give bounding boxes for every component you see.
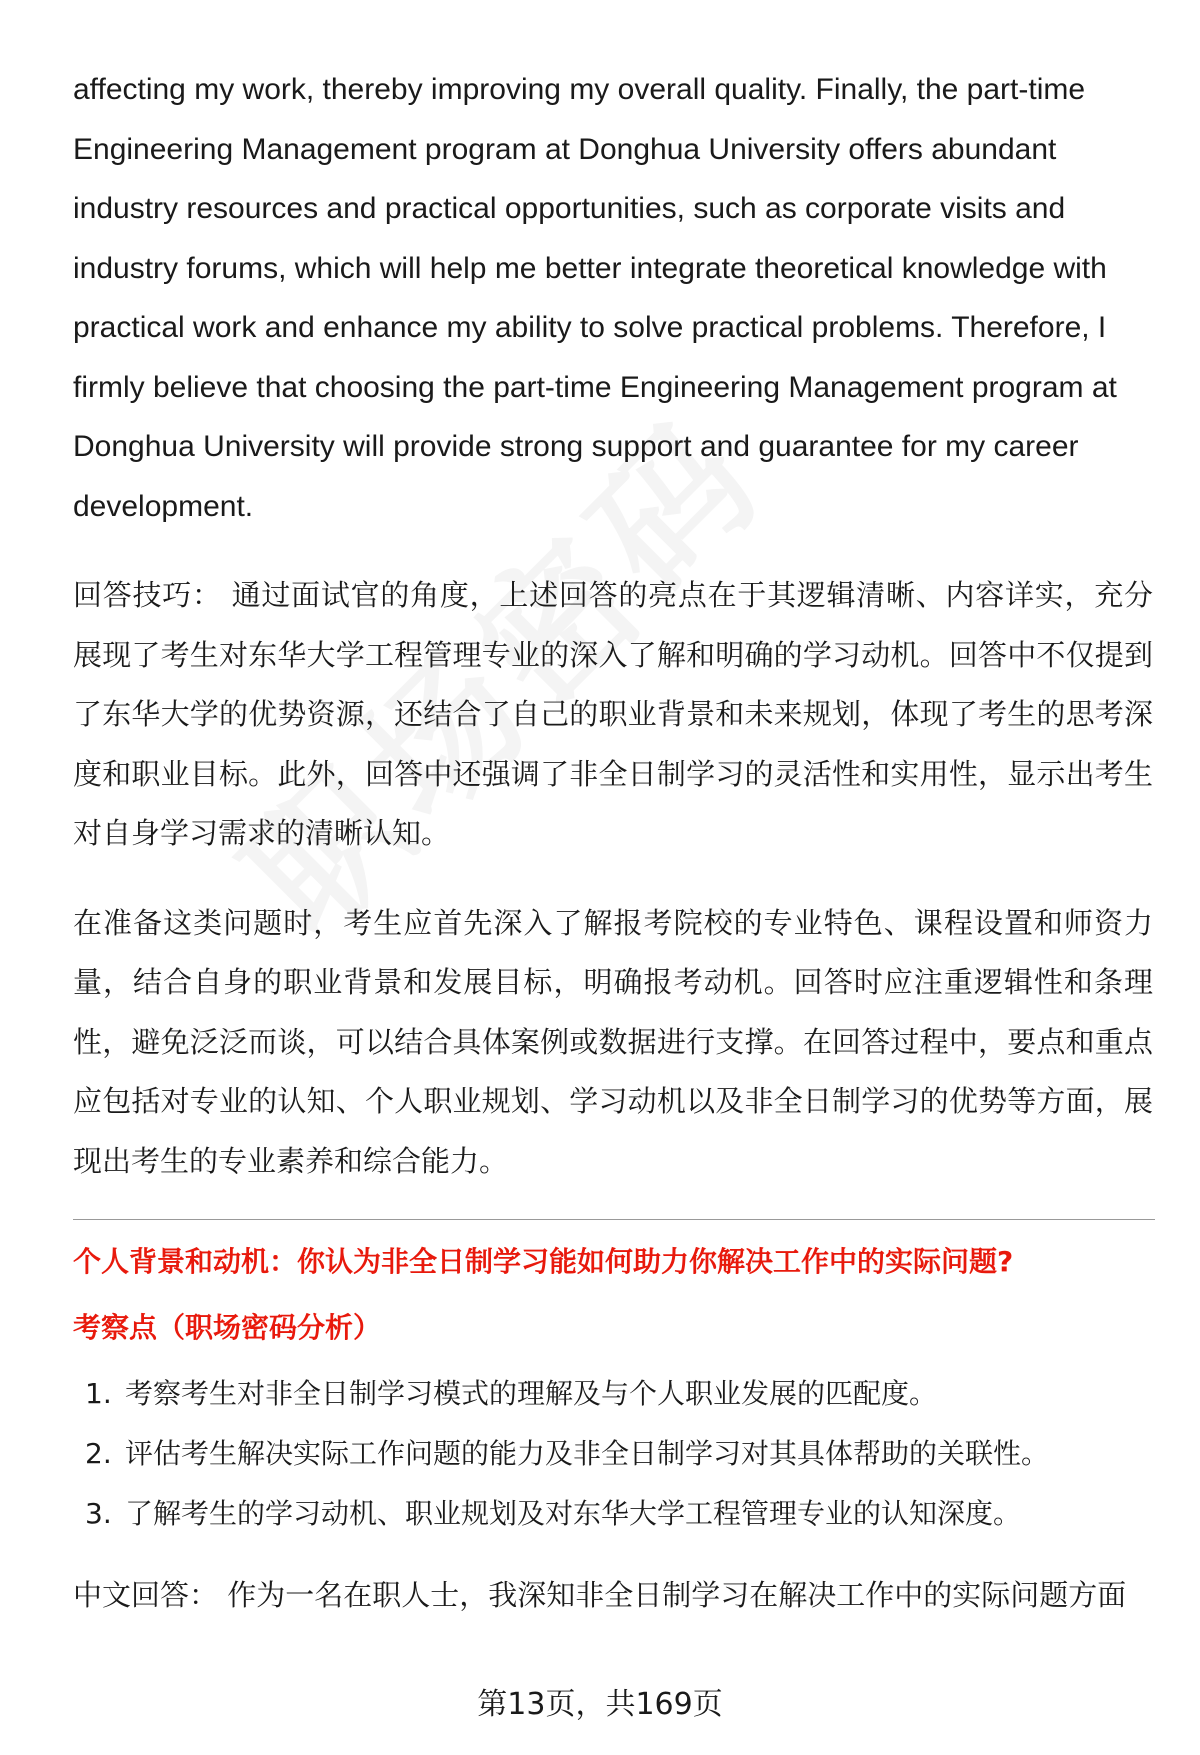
- page-content: [73, 60, 1153, 1626]
- list-item-number: 1.: [85, 1377, 112, 1410]
- list-item-number: 3.: [85, 1497, 112, 1530]
- list-item: [73, 1364, 1153, 1424]
- list-item-text: 了解考生的学习动机、职业规划及对东华大学工程管理专业的认知深度。: [125, 1497, 1022, 1530]
- assessment-points-heading: 考察点（职场密码分析）: [73, 1311, 382, 1344]
- answer-tips-paragraph: 回答技巧： 通过面试官的角度，上述回答的亮点在于其逻辑清晰、内容详实，充分展现了考生对东华大学工程管理专业的深入了解和明确的学习动机。回答中不仅提到了东华大学的优势资源，还结合了自己的职业背景和未来规划，体现了考生的思考深度和职业目标。此外，回答中还强调了非全日制学习的灵活性和实用性，显示出考生对自身学习需求的清晰认知。: [73, 578, 1153, 850]
- page-number-footer: 第13页，共169页: [477, 1687, 723, 1722]
- question-heading: 个人背景和动机：你认为非全日制学习能如何助力你解决工作中的实际问题?: [73, 1245, 1014, 1278]
- english-answer-paragraph: affecting my work, thereby improving my overall quality. Finally, the part-time Engineering Management program at Donghua University offers abundant industry resources and practical opportunities, such as corporate visits and industry forums, which will help me better integrate theoretical knowledge with practical work and enhance my ability to solve practical problems. Therefore, I firmly believe that choosing the part-time Engineering Management program at Donghua University will provide strong support and guarantee for my career development.: [73, 73, 1117, 523]
- chinese-answer-start: 中文回答： 作为一名在职人士，我深知非全日制学习在解决工作中的实际问题方面: [73, 1578, 1127, 1612]
- list-item-text: 评估考生解决实际工作问题的能力及非全日制学习对其具体帮助的关联性。: [125, 1437, 1050, 1470]
- preparation-advice-paragraph: 在准备这类问题时，考生应首先深入了解报考院校的专业特色、课程设置和师资力量，结合自身的职业背景和发展目标，明确报考动机。回答时应注重逻辑性和条理性，避免泛泛而谈，可以结合具体案例或数据进行支撑。在回答过程中，要点和重点应包括对专业的认知、个人职业规划、学习动机以及非全日制学习的优势等方面，展现出考生的专业素养和综合能力。: [73, 905, 1153, 1178]
- list-item-number: 2.: [85, 1437, 112, 1470]
- list-item-text: 考察考生对非全日制学习模式的理解及与个人职业发展的匹配度。: [125, 1377, 938, 1410]
- assessment-points-list: [73, 1364, 1153, 1544]
- list-item: [73, 1424, 1153, 1484]
- list-item: [73, 1484, 1153, 1544]
